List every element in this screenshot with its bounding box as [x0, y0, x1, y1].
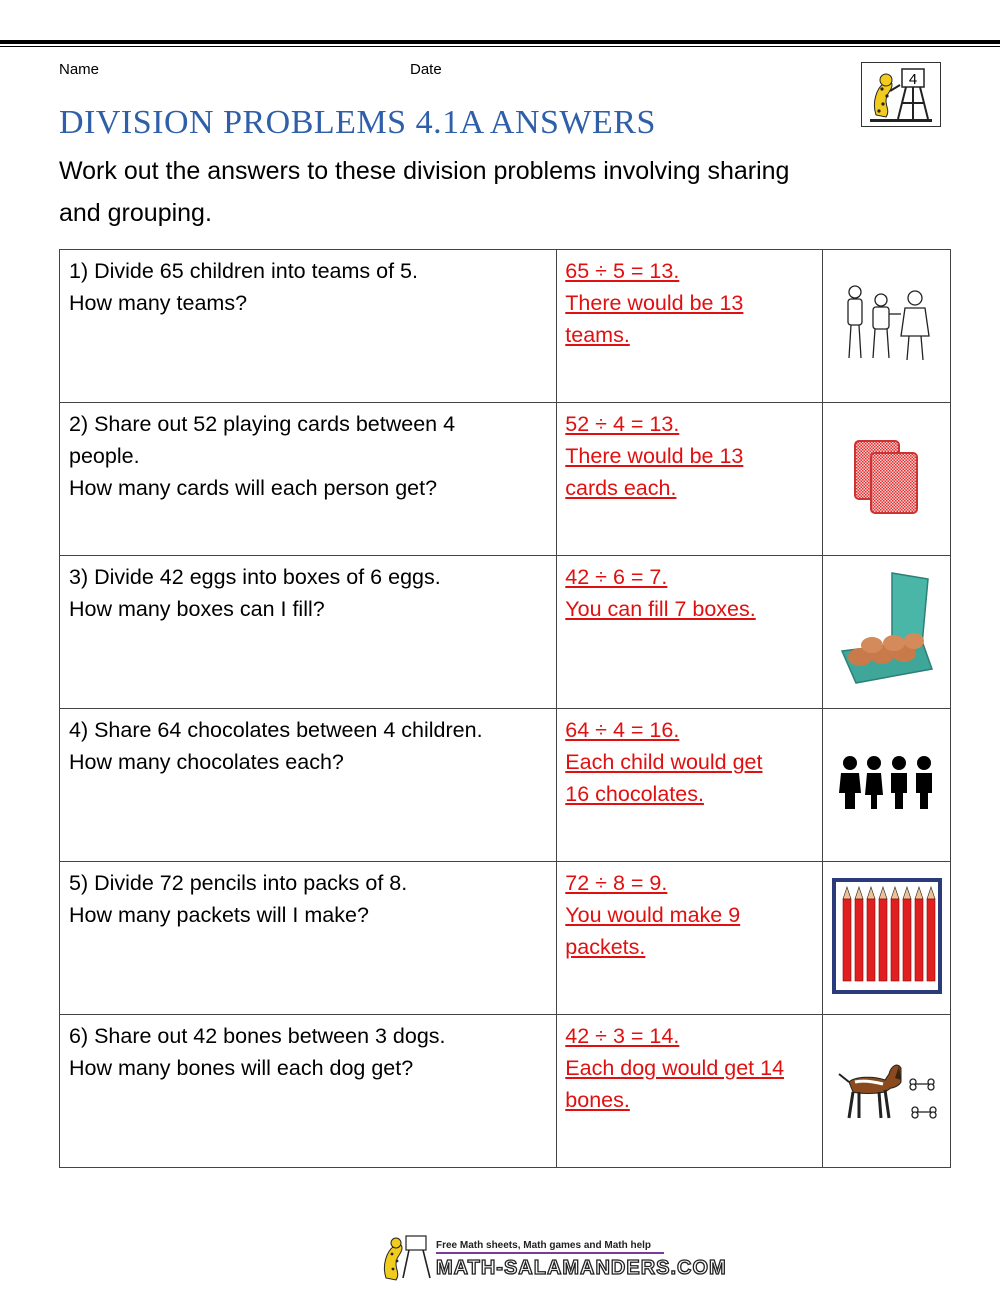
picture-cell: [823, 1015, 951, 1168]
problem-row: [60, 1015, 951, 1168]
children-icon: [839, 353, 935, 370]
answer-line: 16 chocolates.: [565, 782, 704, 806]
playing-cards-icon: [847, 504, 927, 521]
answer-line: teams.: [565, 323, 630, 347]
instructions: Work out the answers to these division problems involving sharing and grouping.: [59, 157, 790, 227]
egg-box-icon: [832, 682, 942, 699]
question-line: How many teams?: [69, 291, 248, 315]
question-cell: [60, 556, 557, 709]
footer-site: MATH-SALAMANDERS.COM: [436, 1257, 727, 1279]
problem-row: [60, 403, 951, 556]
answer-cell: [557, 862, 823, 1015]
question-cell: [60, 709, 557, 862]
answer-line: bones.: [565, 1088, 630, 1112]
answer-line: 42 ÷ 6 = 7.: [565, 565, 668, 589]
child-silhouettes-icon: [837, 800, 937, 817]
question-cell: [60, 1015, 557, 1168]
problem-row: [60, 556, 951, 709]
question-line: How many cards will each person get?: [69, 476, 438, 500]
answer-line: There would be 13: [565, 291, 744, 315]
answer-cell: [557, 1015, 823, 1168]
question-line: 4) Share 64 chocolates between 4 children.: [69, 718, 483, 742]
dog-bones-icon: [835, 1113, 939, 1130]
question-line: 5) Divide 72 pencils into packs of 8.: [69, 871, 408, 895]
answer-line: cards each.: [565, 476, 677, 500]
answer-line: You can fill 7 boxes.: [565, 597, 756, 621]
footer-logo: [378, 1232, 727, 1282]
answer-cell: [557, 709, 823, 862]
answer-line: 52 ÷ 4 = 13.: [565, 412, 680, 436]
answer-line: 72 ÷ 8 = 9.: [565, 871, 668, 895]
picture-cell: [823, 709, 951, 862]
top-rule-thin: [0, 46, 1000, 47]
picture-cell: [823, 862, 951, 1015]
name-label: Name: [59, 61, 100, 78]
answer-line: There would be 13: [565, 444, 744, 468]
answer-line: Each child would get: [565, 750, 763, 774]
question-line: 2) Share out 52 playing cards between 4: [69, 412, 456, 436]
question-line: people.: [69, 444, 140, 468]
picture-cell: [823, 556, 951, 709]
answer-cell: [557, 556, 823, 709]
question-line: 3) Divide 42 eggs into boxes of 6 eggs.: [69, 565, 441, 589]
question-line: How many boxes can I fill?: [69, 597, 325, 621]
question-line: How many chocolates each?: [69, 750, 344, 774]
answer-line: Each dog would get 14: [565, 1056, 785, 1080]
question-cell: [60, 862, 557, 1015]
problem-row: [60, 862, 951, 1015]
picture-cell: [823, 250, 951, 403]
salamander-grade-logo: [861, 62, 941, 127]
problem-row: [60, 709, 951, 862]
question-cell: [60, 250, 557, 403]
problems-table: [59, 249, 951, 1168]
answer-cell: [557, 250, 823, 403]
answer-line: 64 ÷ 4 = 16.: [565, 718, 680, 742]
answer-line: You would make 9: [565, 903, 741, 927]
question-cell: [60, 403, 557, 556]
answer-line: 65 ÷ 5 = 13.: [565, 259, 680, 283]
question-line: How many bones will each dog get?: [69, 1056, 414, 1080]
pencils-icon: [831, 982, 943, 999]
question-line: 1) Divide 65 children into teams of 5.: [69, 259, 418, 283]
picture-cell: [823, 403, 951, 556]
answer-line: 42 ÷ 3 = 14.: [565, 1024, 680, 1048]
answer-cell: [557, 403, 823, 556]
question-line: How many packets will I make?: [69, 903, 369, 927]
grade-number: 4: [908, 71, 918, 88]
page-title: DIVISION PROBLEMS 4.1A ANSWERS: [59, 104, 656, 141]
footer-tagline: Free Math sheets, Math games and Math help: [436, 1240, 652, 1251]
problem-row: [60, 250, 951, 403]
question-line: 6) Share out 42 bones between 3 dogs.: [69, 1024, 446, 1048]
date-label: Date: [410, 61, 442, 78]
answer-line: packets.: [565, 935, 646, 959]
top-rule: [0, 40, 1000, 44]
